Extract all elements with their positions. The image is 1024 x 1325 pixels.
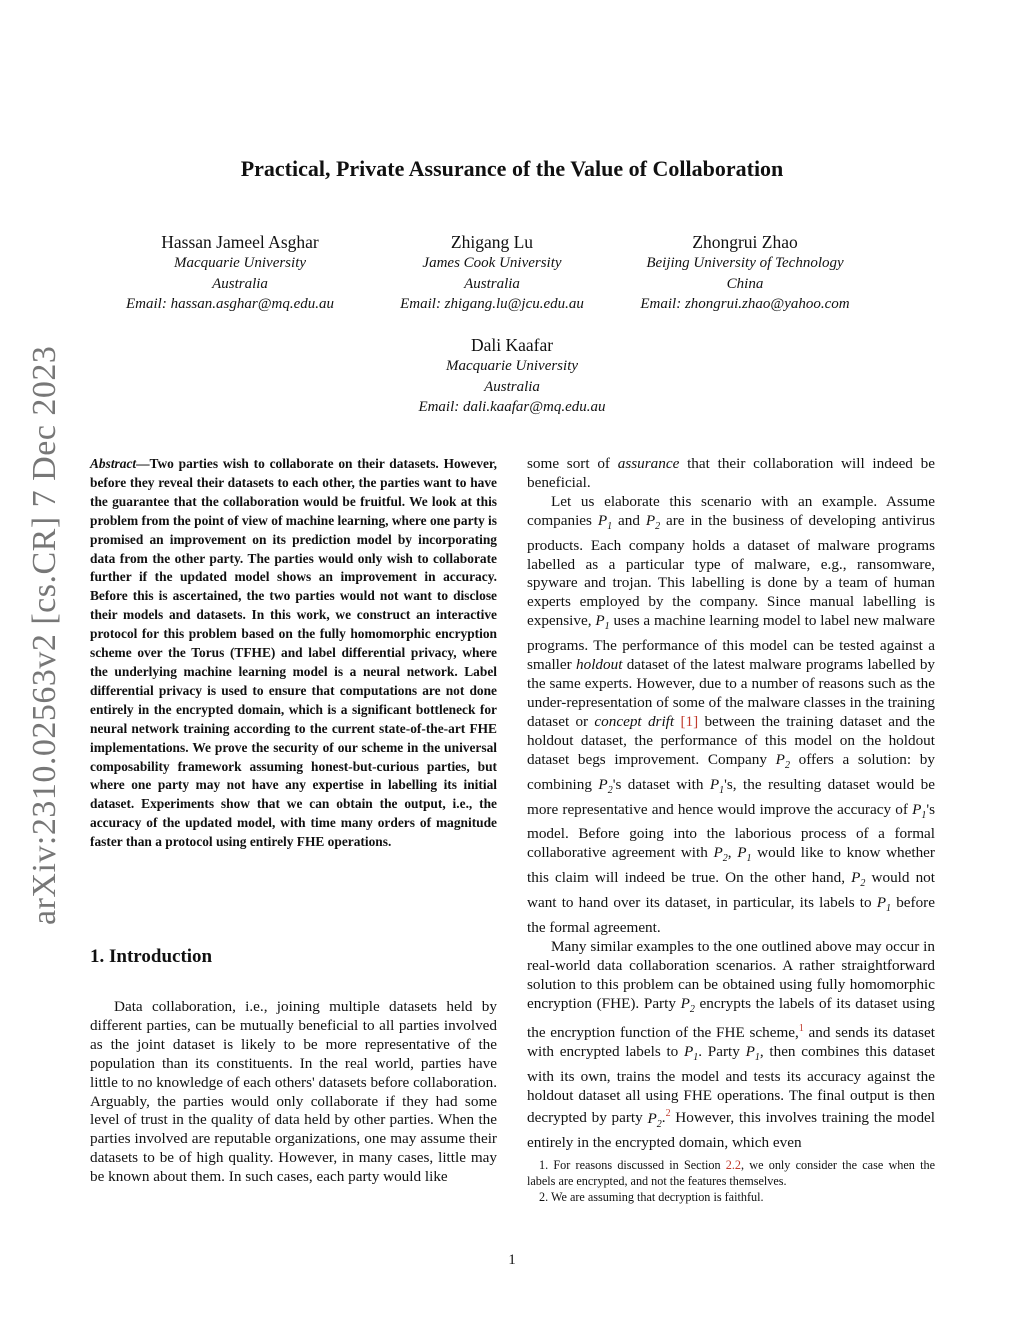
- author-email[interactable]: Email: dali.kaafar@mq.edu.au: [418, 399, 606, 415]
- footnote-1: 1. For reasons discussed in Section 2.2, we only consider the case when the labels are encrypted, and not the features themselves.: [527, 1158, 935, 1188]
- author-block-2: [362, 232, 622, 315]
- author-country: Australia: [212, 275, 268, 292]
- author-name: Zhongrui Zhao: [692, 232, 798, 252]
- paper-title: Practical, Private Assurance of the Value of Collaboration: [240, 156, 784, 181]
- paragraph: Many similar examples to the one outlined above may occur in real-world data collaboration scenarios. A rather straightforward solution to this problem can be obtained using fully homomorphic encryption (FHE). Party $P_2$ encrypts the labels of its dataset using the encryption function of the FHE scheme,$^1$ and sends its dataset with encrypted labels to $P_1$. Party $P_1$, then combines this dataset with its own, trains the model and tests its accuracy against the holdout dataset all using FHE operations. The final output is then decrypted by party $P_2.^2$ However, this involves training the model entirely in the encrypted domain, which even: [527, 938, 935, 1152]
- abstract: [90, 455, 497, 852]
- author-name: Dali Kaafar: [470, 335, 554, 355]
- abstract-text: —Two parties wish to collaborate on their datasets. However, before they reveal their datasets to each other, the parties want to have the guarantee that the collaboration would be fruitful. We look at this problem from the point of view of machine learning, where one party is promised an improvement on its prediction model by incorporating data from the other party. The parties would only wish to collaborate further if the updated model shows an improvement in accuracy. Before this is ascertained, the two parties would not want to disclose their models and datasets. In this work, we construct an interactive protocol for this problem based on the fully homomorphic encryption scheme over the Torus (TFHE) and label differential privacy, where the underlying machine learning model is a neural network. Label differential privacy is used to ensure that computations are not done entirely in the encrypted domain, which is a significant bottleneck for neural network training according to the current state-of-the-art FHE implementations. We prove the security of our scheme in the universal composability framework assuming honest-but-curious parties, but where one party may not have any expertise in labelling its initial dataset. Experiments show that we can obtain the output, i.e., the accuracy of the updated model, with time many orders of magnitude faster than a protocol using entirely FHE operations.: [90, 456, 497, 850]
- author-email[interactable]: Email: zhigang.lu@jcu.edu.au: [400, 296, 584, 312]
- section-heading-introduction: 1. Introduction: [90, 946, 213, 967]
- arxiv-identifier: arXiv:2310.02563v2 [cs.CR] 7 Dec 2023: [26, 345, 63, 925]
- footnote-2: 2. We are assuming that decryption is faithful.: [539, 1190, 764, 1204]
- footnote-marker-1[interactable]: 1: [798, 1022, 804, 1034]
- author-affiliation: Macquarie University: [173, 255, 307, 271]
- author-country: China: [726, 275, 764, 292]
- author-country: Australia: [484, 378, 540, 395]
- paragraph: Let us elaborate this scenario with an example. Assume companies $P_1$ and $P_2$ are in the business of developing antivirus products. Each company holds a dataset of malware programs labelled as a particular type of malware, e.g., ransomware, spyware and trojan. This labelling is done by a team of human experts employed by the company. Since manual labelling is expensive, $P_1$ uses a machine learning model to label new malware programs. The performance of this model can be tested against a smaller holdout dataset of the latest malware programs labelled by the same experts. However, due to a number of reasons such as the under-representation of some of the malware classes in the training dataset or concept drift [1] between the training dataset and the holdout dataset, the performance of this model on the holdout dataset begs improvement. Company $P_2$ offers a solution: by combining $P_2's$ dataset with $P_1's$, the resulting dataset would be more representative and hence would improve the accuracy of $P_1's$ model. Before going into the laborious process of a formal collaborative agreement with $P_2$, $P_1$ would like to know whether this claim will indeed be true. On the other hand, $P_2$ would not want to hand over its dataset, in particular, its labels to $P_1$ before the formal agreement.: [527, 492, 936, 937]
- abstract-label: Abstract: [90, 456, 137, 471]
- author-block-4: [382, 335, 642, 418]
- author-affiliation: James Cook University: [422, 255, 562, 271]
- intro-paragraph-1: Data collaboration, i.e., joining multiple datasets held by different parties, can be mutually beneficial to all parties involved as the joint dataset is likely to be more representative of the population than its constituents. In the real world, parties have little to no knowledge of each others' datasets before collaboration. Arguably, the parties would only collaborate if they had some level of trust in the quality of data held by other parties. When the parties involved are reputable organizations, one may assume their datasets to be of high quality. However, in many cases, little may be known about them. In such cases, each party would like: [90, 998, 497, 1186]
- page-number: 1: [508, 1252, 516, 1268]
- author-block-3: [615, 232, 875, 315]
- section-link[interactable]: 2.2: [725, 1158, 741, 1172]
- author-affiliation: Beijing University of Technology: [646, 255, 844, 271]
- author-email[interactable]: Email: zhongrui.zhao@yahoo.com: [640, 296, 850, 312]
- author-email[interactable]: Email: hassan.asghar@mq.edu.au: [126, 296, 334, 312]
- author-affiliation: Macquarie University: [445, 358, 579, 374]
- paragraph: some sort of assurance that their collaboration will indeed be beneficial.: [527, 455, 935, 491]
- intro-left-column: [90, 998, 497, 1187]
- author-name: Zhigang Lu: [450, 232, 534, 252]
- citation-link[interactable]: [1]: [680, 712, 699, 730]
- author-name: Hassan Jameel Asghar: [161, 232, 319, 252]
- footnote-marker-2[interactable]: 2: [665, 1108, 671, 1120]
- author-block-1: [110, 232, 370, 315]
- author-country: Australia: [464, 275, 520, 292]
- right-column: [527, 455, 935, 1153]
